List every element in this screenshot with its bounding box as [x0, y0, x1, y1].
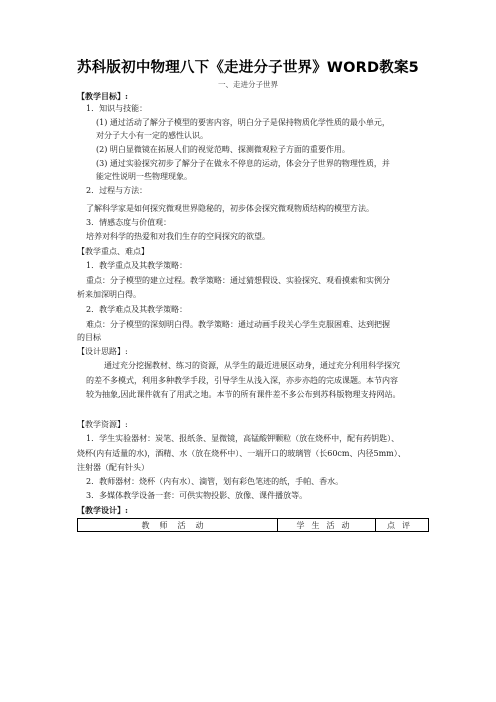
attitude-text: 培养对科学的热爱和对我们生存的空间探究的欲望。 [86, 232, 270, 241]
knowledge-item-1a: (1) 通过活动了解分子模型的要害内容，明白分子是保持物质化学性质的最小单元， [96, 118, 390, 127]
document-subtitle: 一、走进分子世界 [218, 80, 278, 89]
design-line-1: 通过充分挖掘教材、练习的资源，从学生的最近进展区动身，通过充分利用科学探究 [104, 361, 400, 370]
resource-2: 2．教师器材：烧杯（内有水）、滴管，划有彩色笔迹的纸，手帕、香水。 [86, 477, 344, 486]
goals-heading: 【教学目标】: [77, 91, 128, 101]
attitude-heading: 3．情感态度与价值观： [86, 218, 172, 227]
resource-1a: 1．学生实验器材：炭笔、报纸条、显微镜，高锰酸钾颗粒（放在烧杯中，配有药钥匙）、 [86, 434, 400, 443]
knowledge-heading: 1．知识与技能： [86, 104, 148, 113]
knowledge-item-3a: (3) 通过实验探究初步了解分子在做永不停息的运动，体会分子世界的物理性质，并 [96, 159, 390, 168]
key-point-1b: 析来加深明白得。 [77, 290, 141, 299]
design-heading: 【设计思路】: [77, 347, 128, 356]
knowledge-item-1b: 对分子大小有一定的感性认识。 [96, 131, 208, 140]
document-title: 苏科版初中物理八下《走进分子世界》WORD教案5 [77, 60, 419, 76]
design-line-3: 较为抽象,因此课件就有了用武之地。本节的所有课件差不多公布到苏科版物理支持网站。 [86, 390, 401, 399]
lesson-heading: 【教学设计】: [77, 505, 128, 515]
key-point-2b: 的目标 [77, 333, 101, 342]
key-point-2a: 难点：分子模型的深刻明白得。教学策略：通过动画手段关心学生克服困难、达到把握 [86, 320, 390, 329]
knowledge-item-3b: 能定性说明一些物理现象。 [96, 172, 192, 181]
key-point-2-heading: 2．教学难点及其教学策略： [86, 305, 188, 314]
resources-heading: 【教学资源】: [77, 420, 128, 429]
resource-1c: 注射器（配有针头） [77, 463, 149, 472]
resource-1b: 烧杯(内有适量的水)，酒精、水（放在烧杯中）、一端开口的玻璃管（长60cm、内径5mm）、 [77, 449, 406, 458]
design-line-2: 的差不多模式，利用多种教学手段，引导学生从浅入深，亦步亦趋的完成课题。本节内容 [86, 376, 398, 385]
knowledge-item-2: (2) 明白显微镜在拓展人们的视觉范畴、探测微观粒子方面的重要作用。 [96, 145, 350, 154]
process-heading: 2．过程与方法： [86, 186, 148, 195]
table-header-student: 学生活动 [278, 519, 376, 531]
key-points-heading: 【教学重点、难点】 [77, 247, 149, 256]
lesson-design-table [77, 518, 429, 532]
table-header-comment: 点评 [387, 520, 417, 530]
process-text: 了解科学家是如何探究微观世界隐秘的，初步体会探究微观物质结构的模型方法。 [86, 204, 374, 213]
resource-3: 3．多媒体教学设备一套：可供实物投影、放像、课件播放等。 [86, 491, 308, 500]
table-header-teacher: 教师活动 [78, 519, 278, 531]
key-point-1-heading: 1．教学重点及其教学策略： [86, 261, 188, 270]
key-point-1a: 重点：分子模型的建立过程。教学策略：通过猜想假设、实验探究、观看摸索和实例分 [86, 276, 390, 285]
